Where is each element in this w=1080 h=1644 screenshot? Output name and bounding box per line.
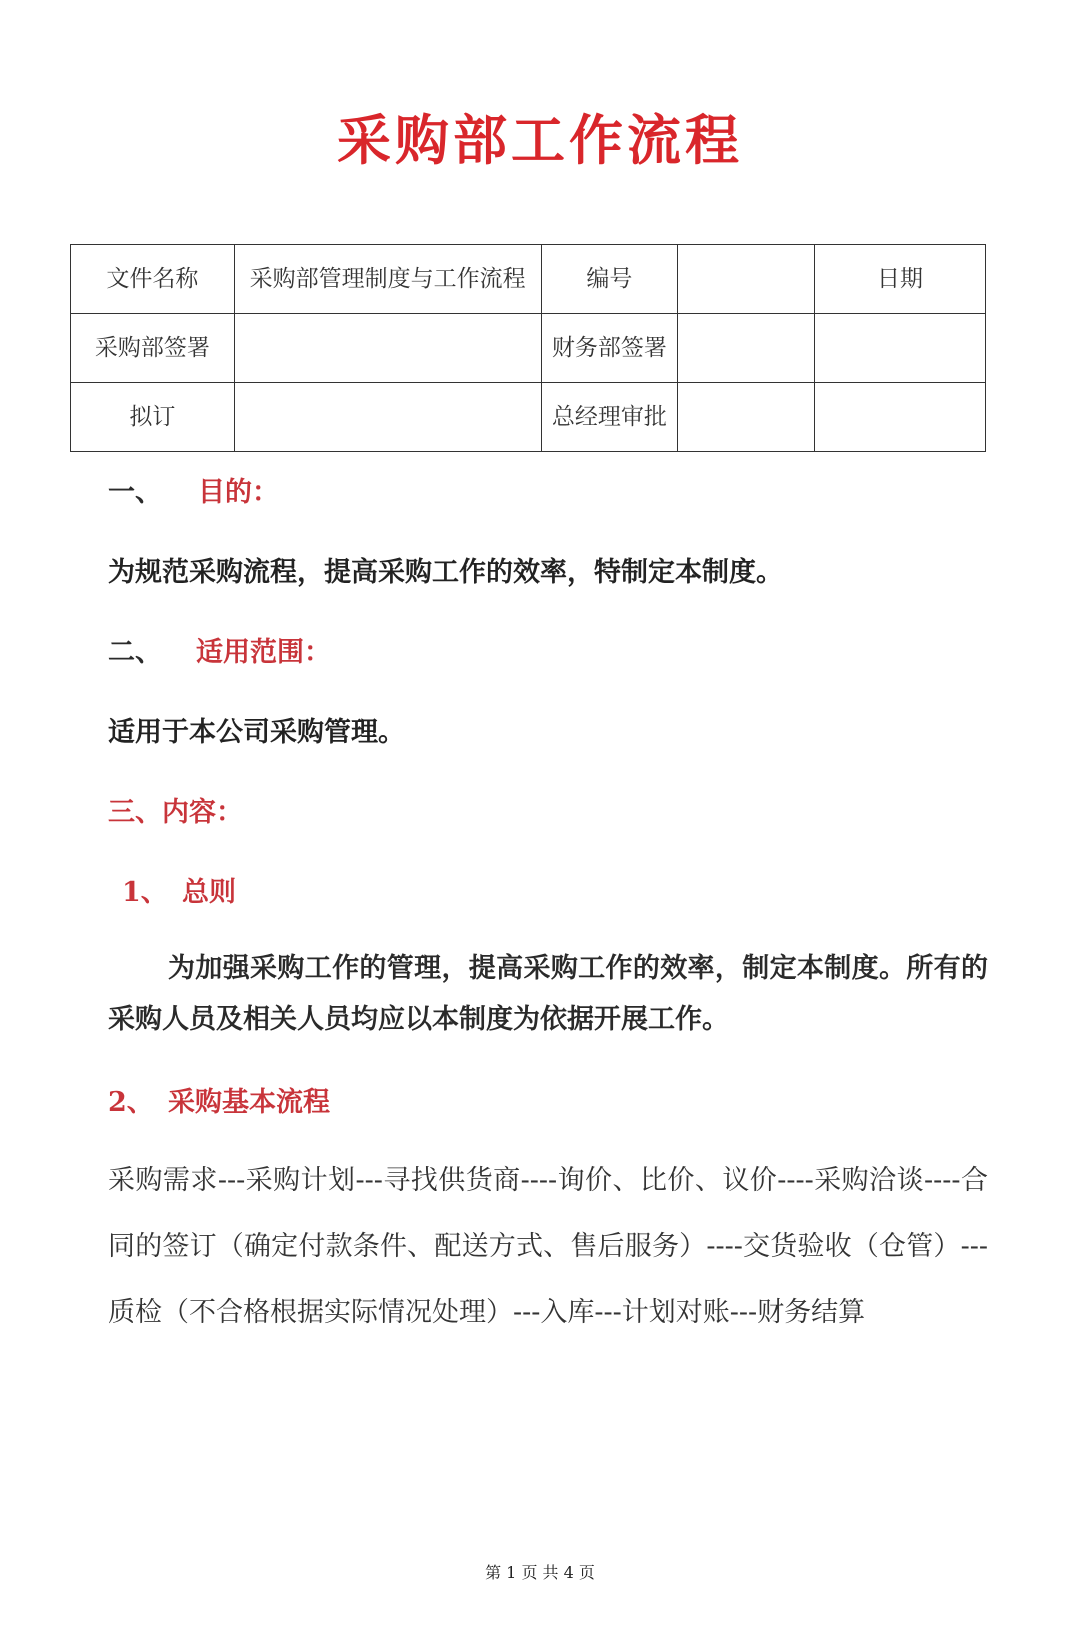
table-cell: 文件名称 <box>71 245 235 314</box>
subsection-flow-heading <box>108 1080 330 1119</box>
table-cell: 财务部签署 <box>541 314 678 383</box>
section-number: 一、 <box>108 477 162 508</box>
document-title: 采购部工作流程 <box>337 109 743 172</box>
section-number: 二、 <box>108 637 162 668</box>
table-cell: 采购部管理制度与工作流程 <box>234 245 541 314</box>
section-title: 适用范围： <box>196 637 331 668</box>
table-cell <box>678 314 815 383</box>
section-purpose-body: 为规范采购流程，提高采购工作的效率，特制定本制度。 <box>108 557 783 588</box>
table-cell <box>678 245 815 314</box>
table-row <box>71 245 986 314</box>
table-cell: 编号 <box>541 245 678 314</box>
section-content-heading: 三、内容： <box>108 797 243 828</box>
table-cell <box>814 383 985 452</box>
table-cell <box>234 314 541 383</box>
section-number: 2、 <box>108 1087 154 1118</box>
table-cell: 拟订 <box>71 383 235 452</box>
subsection-general-heading <box>122 870 236 909</box>
section-scope-heading <box>108 630 331 669</box>
section-scope-body: 适用于本公司采购管理。 <box>108 717 405 748</box>
section-title: 采购基本流程 <box>168 1087 330 1118</box>
section-number: 1、 <box>122 877 168 908</box>
table-cell: 日期 <box>814 245 985 314</box>
table-row <box>71 314 986 383</box>
table-cell: 采购部签署 <box>71 314 235 383</box>
table-cell <box>678 383 815 452</box>
section-title: 目的： <box>198 477 279 508</box>
page-footer: 第 1 页 共 4 页 <box>485 1563 595 1582</box>
table-row <box>71 383 986 452</box>
document-info-table <box>70 244 986 452</box>
table-cell: 总经理审批 <box>541 383 678 452</box>
table-cell <box>234 383 541 452</box>
subsection-general-body: 为加强采购工作的管理，提高采购工作的效率，制定本制度。所有的采购人员及相关人员均应以本制度为依据开展工作。 <box>108 953 988 1035</box>
section-title: 总则 <box>182 877 236 908</box>
table-cell <box>814 314 985 383</box>
subsection-flow-body: 采购需求---采购计划---寻找供货商----询价、比价、议价----采购洽谈----合同的签订（确定付款条件、配送方式、售后服务）----交货验收（仓管）---质检（不合格根据实际情况处理）---入库---计划对账---财务结算 <box>108 1165 988 1328</box>
section-purpose-heading <box>108 470 279 509</box>
